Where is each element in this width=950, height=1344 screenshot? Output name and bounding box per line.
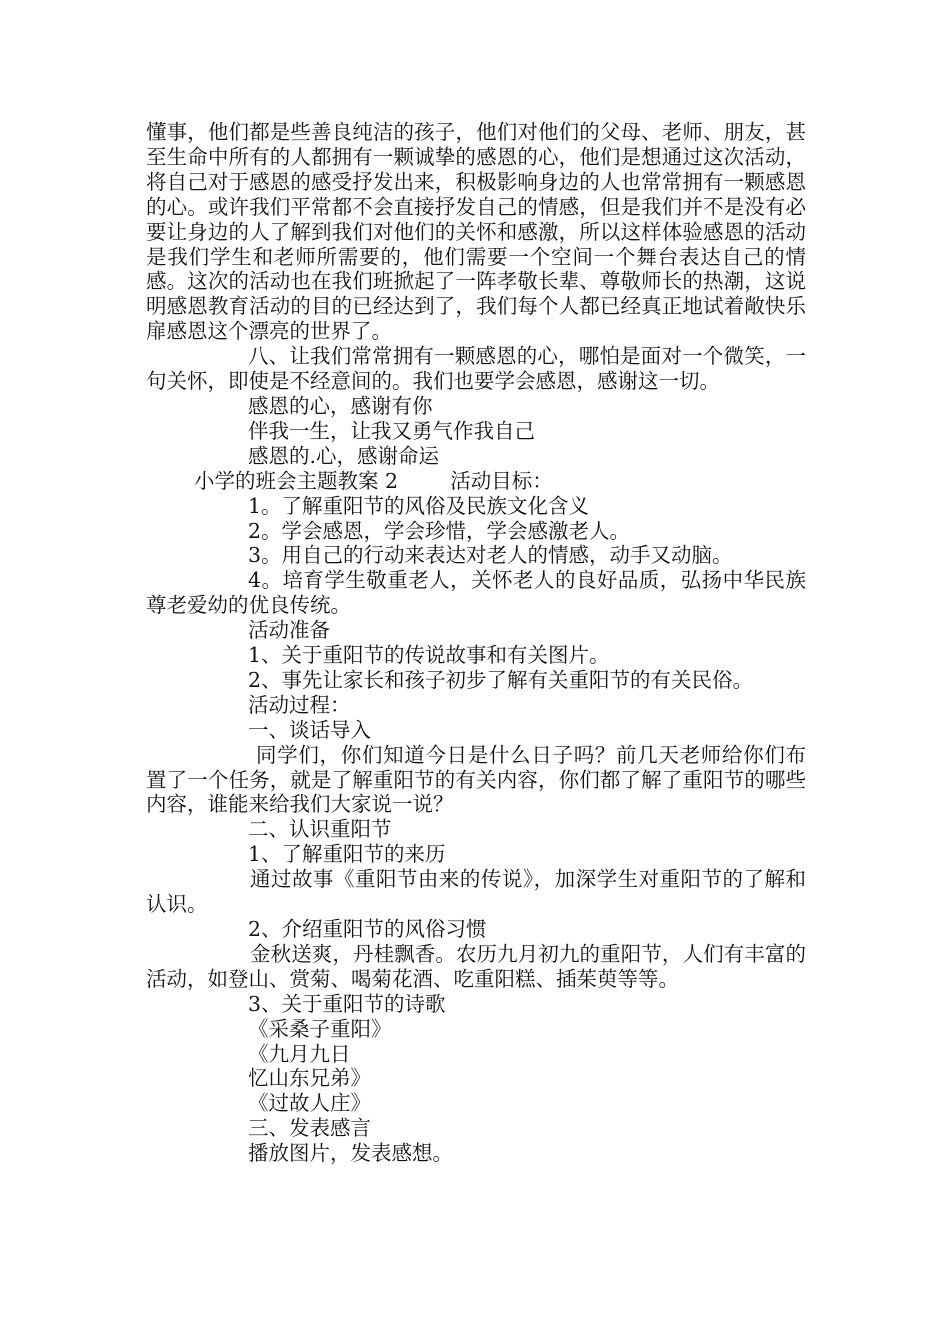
lesson-plan-title: 小学的班会主题教案 2 活动目标： [194, 468, 553, 493]
paragraph-gratitude-activity: 懂事，他们都是些善良纯洁的孩子，他们对他们的父母、老师、朋友，甚至生命中所有的人都拥有一颗诚挚的感恩的心，他们是想通过这次活动，将自己对于感恩的感受抒发出来，积极影响身边的人也常常拥有一颗感恩的心。或许我们平常都不会直接抒发自己的情感，但是我们并不是没有必要让身边的人了解到我们对他们的关怀和感激，所以这样体验感恩的活动是我们学生和老师所需要的，他们需要一个空间一个舞台表达自己的情感。这次的活动也在我们班掀起了一阵孝敬长辈、尊敬师长的热潮，这说明感恩教育活动的目的已经达到了，我们每个人都已经真正地试着敞快乐扉感恩这个漂亮的世界了。 [146, 120, 806, 344]
poem-title: 《采桑子重阳》 [248, 1016, 392, 1041]
section-heading: 活动准备 [248, 618, 330, 643]
objective-item: 4。培育学生敬重老人，关怀老人的良好品质，弘扬中华民族尊老爱幼的优良传统。 [146, 568, 806, 618]
list-item: 3、关于重阳节的诗歌 [248, 991, 446, 1016]
list-item: 2、介绍重阳节的风俗习惯 [248, 917, 487, 941]
lyric-line: 感恩的.心，感谢命运 [248, 443, 440, 468]
list-item: 1、了解重阳节的来历 [248, 842, 446, 867]
preparation-item: 1、关于重阳节的传说故事和有关图片。 [248, 643, 610, 668]
poem-title: 《九月九日 [248, 1041, 351, 1066]
poem-title: 《过故人庄》 [248, 1091, 371, 1116]
document-body [146, 120, 806, 1166]
paragraph-section-eight: 八、让我们常常拥有一颗感恩的心，哪怕是面对一个微笑，一句关怀，即使是不经意间的。我们也要学会感恩，感谢这一切。 [146, 344, 806, 394]
preparation-item: 2、事先让家长和孩子初步了解有关重阳节的有关民俗。 [248, 667, 754, 692]
paragraph-customs: 金秋送爽，丹桂飘香。农历九月初九的重阳节，人们有丰富的活动，如登山、赏菊、喝菊花酒、吃重阳糕、插茱萸等等。 [146, 941, 806, 991]
objective-item: 3。用自己的行动来表达对老人的情感，动手又动脑。 [248, 543, 733, 568]
subsection-heading: 一、谈话导入 [248, 717, 371, 742]
section-heading: 活动过程： [248, 692, 351, 717]
lyric-line: 感恩的心，感谢有你 [248, 393, 433, 418]
subsection-heading: 二、认识重阳节 [248, 817, 392, 842]
paragraph-legend-story: 通过故事《重阳节由来的传说》，加深学生对重阳节的了解和认识。 [146, 867, 806, 917]
paragraph-reflection: 播放图片，发表感想。 [248, 1141, 453, 1166]
paragraph-intro-talk: 同学们，你们知道今日是什么日子吗？前几天老师给你们布置了一个任务，就是了解重阳节的有关内容，你们都了解了重阳节的哪些内容，谁能来给我们大家说一说？ [146, 742, 806, 817]
poem-title: 忆山东兄弟》 [248, 1066, 371, 1091]
subsection-heading: 三、发表感言 [248, 1116, 371, 1141]
objective-item: 1。了解重阳节的风俗及民族文化含义 [248, 493, 590, 518]
lyric-line: 伴我一生，让我又勇气作我自己 [248, 418, 535, 443]
objective-item: 2。学会感恩，学会珍惜，学会感激老人。 [248, 518, 631, 543]
